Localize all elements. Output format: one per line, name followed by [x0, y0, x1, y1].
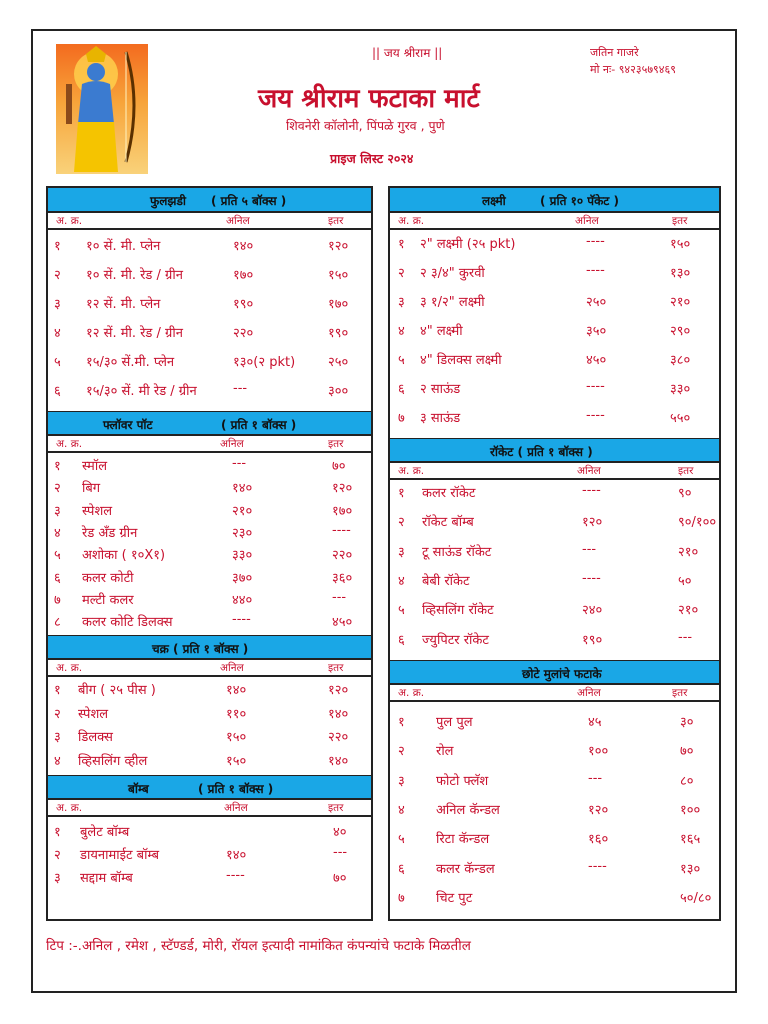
item-name: स्पेशल — [78, 706, 109, 722]
item-number: ४ — [398, 324, 405, 339]
shop-name: जय श्रीराम फटाका मार्ट — [258, 84, 480, 114]
other-price: ७० — [680, 744, 694, 760]
bomb-rows — [48, 817, 371, 892]
shri-ram-image — [56, 44, 148, 174]
item-name: पुल पुल — [436, 714, 473, 730]
col-anil: अनिल — [575, 215, 599, 227]
anil-price: ---- — [582, 483, 601, 498]
anil-price: २४० — [582, 603, 603, 619]
section-header-fuljhadi — [48, 188, 371, 213]
price-row — [390, 769, 719, 798]
section-header-laxmi — [390, 188, 719, 213]
item-name: कलर कॅन्डल — [436, 861, 495, 877]
item-name: कलर कोटी — [82, 570, 134, 586]
item-number: २ — [54, 848, 61, 864]
price-row — [48, 702, 371, 726]
item-name: रॉकेट बॉम्ब — [422, 515, 474, 531]
item-number: ७ — [398, 411, 405, 426]
col-anil: अनिल — [220, 662, 244, 675]
column-header — [390, 463, 719, 480]
item-number: २ — [398, 515, 405, 531]
other-price: १२० — [328, 239, 349, 254]
price-row — [48, 292, 371, 321]
item-name: व्हिसलिंग रॉकेट — [422, 603, 494, 619]
section-header-kids — [390, 660, 719, 685]
item-number: २ — [398, 744, 405, 760]
item-name: चिट पुट — [436, 891, 473, 907]
item-number: १ — [398, 237, 405, 252]
section-unit: ( प्रति १० पॅकेट ) — [540, 194, 620, 208]
item-number: ३ — [54, 297, 61, 312]
section-title: लक्ष्मी — [482, 194, 506, 208]
other-price: १९० — [328, 326, 349, 341]
col-sr: अ. क्र. — [398, 686, 425, 699]
item-name: १० सें. मी. प्लेन — [86, 239, 161, 254]
price-row — [48, 350, 371, 379]
column-header — [48, 800, 371, 817]
section-unit: ( प्रति १ बॉक्स ) — [221, 418, 297, 432]
price-row — [48, 454, 371, 476]
item-number: १ — [398, 486, 405, 501]
anil-price: ११० — [226, 706, 247, 722]
item-name: टू साऊंड रॉकेट — [422, 544, 492, 560]
price-row — [390, 261, 719, 290]
item-name: ज्युपिटर रॉकेट — [422, 632, 489, 648]
col-sr: अ. क्र. — [56, 802, 83, 815]
price-row — [48, 499, 371, 521]
price-row — [390, 798, 719, 827]
price-row — [390, 232, 719, 261]
price-row — [48, 610, 371, 632]
item-name: मल्टी कलर — [82, 592, 134, 608]
item-number: १ — [54, 825, 61, 841]
item-name: कलर रॉकेट — [422, 486, 476, 501]
col-sr: अ. क्र. — [56, 662, 83, 675]
other-price: १७० — [328, 297, 349, 312]
anil-price: १५० — [226, 753, 247, 769]
item-number: ८ — [54, 615, 61, 631]
section-title: फ्लॉवर पॉट — [103, 418, 153, 432]
other-price: ४५० — [332, 615, 353, 631]
other-price: १२० — [332, 481, 353, 497]
item-name: रेड अँड ग्रीन — [82, 525, 138, 541]
item-name: १२ सें. मी. रेड / ग्रीन — [86, 326, 183, 341]
section-unit: ( प्रति १ बॉक्स ) — [198, 782, 274, 797]
anil-price: १३०(२ pkt) — [233, 355, 296, 370]
other-price: १३० — [680, 861, 701, 877]
anil-price: १९० — [233, 297, 254, 312]
item-number: ४ — [398, 802, 405, 818]
item-name: बिग — [82, 481, 101, 497]
owner-name: जतिन गाजरे — [590, 46, 639, 59]
item-number: ३ — [54, 503, 61, 519]
item-number: ३ — [398, 773, 405, 789]
other-price: २२० — [332, 548, 353, 564]
phone-number: मो नः- ९४२३५७९४६९ — [590, 63, 676, 76]
col-other: इतर — [328, 438, 344, 450]
item-name: बीग ( २५ पीस ) — [78, 683, 156, 699]
item-name: १० सें. मी. रेड / ग्रीन — [86, 268, 183, 283]
item-number: १ — [54, 683, 61, 699]
other-price: २५० — [328, 355, 349, 370]
column-header — [48, 660, 371, 677]
item-number: १ — [398, 714, 405, 730]
anil-price: --- — [232, 456, 247, 471]
item-number: ५ — [54, 355, 61, 370]
col-other: इतर — [328, 802, 344, 815]
item-number: ६ — [398, 861, 405, 877]
flowerpot-rows — [48, 453, 371, 635]
other-price: १७० — [332, 503, 353, 519]
anil-price: ३५० — [586, 324, 607, 339]
item-number: १ — [54, 459, 61, 474]
other-price: १५० — [670, 237, 691, 252]
price-row — [48, 521, 371, 543]
column-header — [390, 213, 719, 230]
price-row — [48, 749, 371, 773]
anil-price: --- — [588, 770, 603, 786]
price-row — [390, 377, 719, 406]
item-number: ७ — [54, 592, 61, 608]
other-price: ७० — [333, 871, 347, 887]
anil-price: ---- — [588, 858, 607, 874]
anil-price: ---- — [226, 868, 245, 884]
item-number: ३ — [398, 295, 405, 310]
item-name: सद्दाम बॉम्ब — [80, 871, 133, 887]
price-row — [390, 290, 719, 319]
anil-price: --- — [233, 381, 248, 396]
item-name: रिटा कॅन्डल — [436, 832, 490, 848]
section-header-flowerpot — [48, 411, 371, 436]
item-name: व्हिसलिंग व्हील — [78, 753, 148, 769]
other-price: ९०/१०० — [678, 515, 717, 531]
col-sr: अ. क्र. — [56, 215, 83, 227]
other-price: ३०० — [328, 384, 349, 399]
column-header — [390, 685, 719, 702]
price-row — [48, 866, 371, 889]
price-row — [48, 725, 371, 749]
rocket-rows — [390, 480, 719, 660]
price-row — [390, 628, 719, 657]
item-name: डिलक्स — [78, 730, 113, 746]
anil-price: ४४० — [232, 592, 253, 608]
anil-price: ---- — [586, 234, 605, 249]
other-price: --- — [332, 589, 347, 605]
section-unit: ( प्रति ५ बॉक्स ) — [211, 194, 287, 208]
anil-price: २२० — [233, 326, 254, 341]
item-number: ५ — [398, 832, 405, 848]
item-number: १ — [54, 239, 61, 254]
other-price: १४० — [328, 706, 349, 722]
col-sr: अ. क्र. — [398, 465, 425, 477]
col-other: इतर — [678, 465, 694, 477]
other-price: ५० — [678, 573, 692, 589]
price-row — [390, 857, 719, 886]
item-number: ३ — [398, 544, 405, 560]
price-row — [48, 263, 371, 292]
price-row — [390, 710, 719, 739]
section-header-bomb — [48, 775, 371, 800]
other-price: १४० — [328, 753, 349, 769]
price-row — [390, 348, 719, 377]
other-price: ---- — [332, 522, 351, 538]
item-number: ५ — [54, 548, 61, 564]
anil-price: २५० — [586, 295, 607, 310]
item-name: स्मॉल — [82, 459, 108, 474]
item-name: रोल — [436, 744, 454, 760]
anil-price: ४५ — [588, 714, 602, 730]
col-other: इतर — [328, 662, 344, 675]
price-row — [48, 843, 371, 866]
anil-price: १५० — [226, 730, 247, 746]
anil-price: ---- — [232, 612, 251, 628]
laxmi-rows — [390, 230, 719, 438]
kids-rows — [390, 702, 719, 919]
anil-price: १६० — [588, 832, 609, 848]
other-price: २१० — [670, 295, 691, 310]
col-sr: अ. क्र. — [56, 438, 83, 450]
price-row — [390, 739, 719, 768]
other-price: ९० — [678, 486, 692, 501]
item-number: ६ — [398, 632, 405, 648]
section-title: रॉकेट ( प्रति १ बॉक्स ) — [490, 445, 593, 459]
item-number: २ — [54, 706, 61, 722]
other-price: ५०/८० — [680, 891, 712, 907]
item-name: ४" लक्ष्मी — [420, 324, 463, 339]
owner-contact — [590, 44, 676, 78]
other-price: ३६० — [332, 570, 353, 586]
other-price: १६५ — [680, 832, 701, 848]
other-price: --- — [678, 629, 693, 645]
anil-price: १९० — [582, 632, 603, 648]
item-number: ४ — [398, 573, 405, 589]
col-other: इतर — [672, 686, 688, 699]
section-title: फुलझडी — [150, 194, 186, 208]
col-other: इतर — [328, 215, 344, 227]
item-number: ६ — [54, 384, 61, 399]
item-name: १५/३० सें.मी. प्लेन — [86, 355, 175, 370]
anil-price: --- — [582, 541, 597, 557]
section-title: चक्र ( प्रति १ बॉक्स ) — [152, 642, 249, 657]
fuljhadi-rows — [48, 230, 371, 411]
price-row — [48, 234, 371, 263]
price-list-title: प्राइज लिस्ट २०२४ — [330, 151, 414, 166]
item-number: ६ — [54, 570, 61, 586]
col-anil: अनिल — [226, 215, 250, 227]
item-number: ४ — [54, 753, 61, 769]
item-name: १५/३० सें. मी रेड / ग्रीन — [86, 384, 197, 399]
item-number: ७ — [398, 891, 405, 907]
price-row — [390, 510, 719, 539]
item-name: २ ३/४" कुरवी — [420, 266, 485, 281]
other-price: २९० — [670, 324, 691, 339]
other-price: ३३० — [670, 382, 691, 397]
footer-note: टिप :-.अनिल , रमेश , स्टॅण्डर्ड, मोरी, रॉयल इत्यादी नामांकित कंपन्यांचे फटाके मिळतील — [46, 938, 471, 954]
col-anil: अनिल — [577, 686, 601, 699]
anil-price: १४० — [226, 683, 247, 699]
price-row — [48, 379, 371, 408]
anil-price: १२० — [582, 515, 603, 531]
price-row — [390, 540, 719, 569]
section-header-rocket — [390, 438, 719, 463]
price-row — [390, 569, 719, 598]
right-price-panel — [388, 186, 721, 921]
other-price: १२० — [328, 683, 349, 699]
item-number: ६ — [398, 382, 405, 397]
price-row — [48, 321, 371, 350]
item-number: २ — [398, 266, 405, 281]
item-number: २ — [54, 481, 61, 497]
anil-price: १४० — [233, 239, 254, 254]
other-price: २१० — [678, 544, 699, 560]
left-price-panel — [46, 186, 373, 921]
price-row — [48, 820, 371, 843]
item-number: ५ — [398, 603, 405, 619]
anil-price: १४० — [226, 848, 247, 864]
anil-price: २३० — [232, 525, 253, 541]
chant-text: || जय श्रीराम || — [372, 46, 443, 60]
price-row — [48, 543, 371, 565]
anil-price: ४५० — [586, 353, 607, 368]
anil-price: ---- — [582, 570, 601, 586]
item-number: ३ — [54, 871, 61, 887]
other-price: --- — [333, 845, 348, 861]
item-number: ५ — [398, 353, 405, 368]
price-row — [390, 481, 719, 510]
other-price: ८० — [680, 773, 694, 789]
item-name: डायनामाईट बॉम्ब — [80, 848, 160, 864]
column-header — [48, 436, 371, 453]
item-name: कलर कोटि डिलक्स — [82, 615, 173, 631]
item-name: बेबी रॉकेट — [422, 573, 470, 589]
item-name: अशोका ( १०X१) — [82, 548, 166, 564]
anil-price: २१० — [232, 503, 253, 519]
anil-price: ३७० — [232, 570, 253, 586]
item-name: स्पेशल — [82, 503, 113, 519]
item-name: फोटो फ्लॅश — [436, 773, 489, 789]
price-row — [48, 678, 371, 702]
item-number: ४ — [54, 326, 61, 341]
other-price: २२० — [328, 730, 349, 746]
col-anil: अनिल — [577, 465, 601, 477]
item-name: २" लक्ष्मी (२५ pkt) — [420, 237, 516, 252]
other-price: ५५० — [670, 411, 691, 426]
column-header — [48, 213, 371, 230]
item-number: ३ — [54, 730, 61, 746]
item-name: ३ १/२" लक्ष्मी — [420, 295, 485, 310]
shop-address: शिवनेरी कॉलोनी, पिंपळे गुरव , पुणे — [286, 118, 445, 133]
other-price: ४० — [333, 825, 347, 841]
col-other: इतर — [672, 215, 688, 227]
price-row — [390, 319, 719, 348]
anil-price: ३३० — [232, 548, 253, 564]
price-row — [390, 598, 719, 627]
other-price: २१० — [678, 603, 699, 619]
anil-price: १७० — [233, 268, 254, 283]
other-price: १०० — [680, 802, 701, 818]
section-title: छोटे मुलांचे फटाके — [522, 666, 602, 681]
anil-price: ---- — [586, 263, 605, 278]
anil-price: ---- — [586, 379, 605, 394]
anil-price: १२० — [588, 802, 609, 818]
other-price: ३८० — [670, 353, 691, 368]
item-name: ४" डिलक्स लक्ष्मी — [420, 353, 502, 368]
price-row — [48, 476, 371, 498]
item-name: अनिल कॅन्डल — [436, 802, 500, 818]
section-title: बॉम्ब — [128, 782, 149, 797]
col-anil: अनिल — [224, 802, 248, 815]
item-number: २ — [54, 268, 61, 283]
chakra-rows — [48, 677, 371, 775]
item-name: बुलेट बॉम्ब — [80, 825, 130, 841]
price-row — [48, 588, 371, 610]
col-anil: अनिल — [220, 438, 244, 450]
col-sr: अ. क्र. — [398, 215, 425, 227]
item-name: २ साऊंड — [420, 382, 461, 397]
item-name: ३ साऊंड — [420, 411, 461, 426]
price-row — [390, 406, 719, 435]
other-price: १५० — [328, 268, 349, 283]
price-row — [390, 886, 719, 915]
price-row — [48, 566, 371, 588]
anil-price: १०० — [588, 744, 609, 760]
section-header-chakra — [48, 635, 371, 660]
other-price: ७० — [332, 459, 346, 474]
price-row — [390, 827, 719, 856]
item-number: ४ — [54, 525, 61, 541]
anil-price: ---- — [586, 408, 605, 423]
other-price: ३० — [680, 714, 694, 730]
item-name: १२ सें. मी. प्लेन — [86, 297, 161, 312]
anil-price: १४० — [232, 481, 253, 497]
other-price: १३० — [670, 266, 691, 281]
